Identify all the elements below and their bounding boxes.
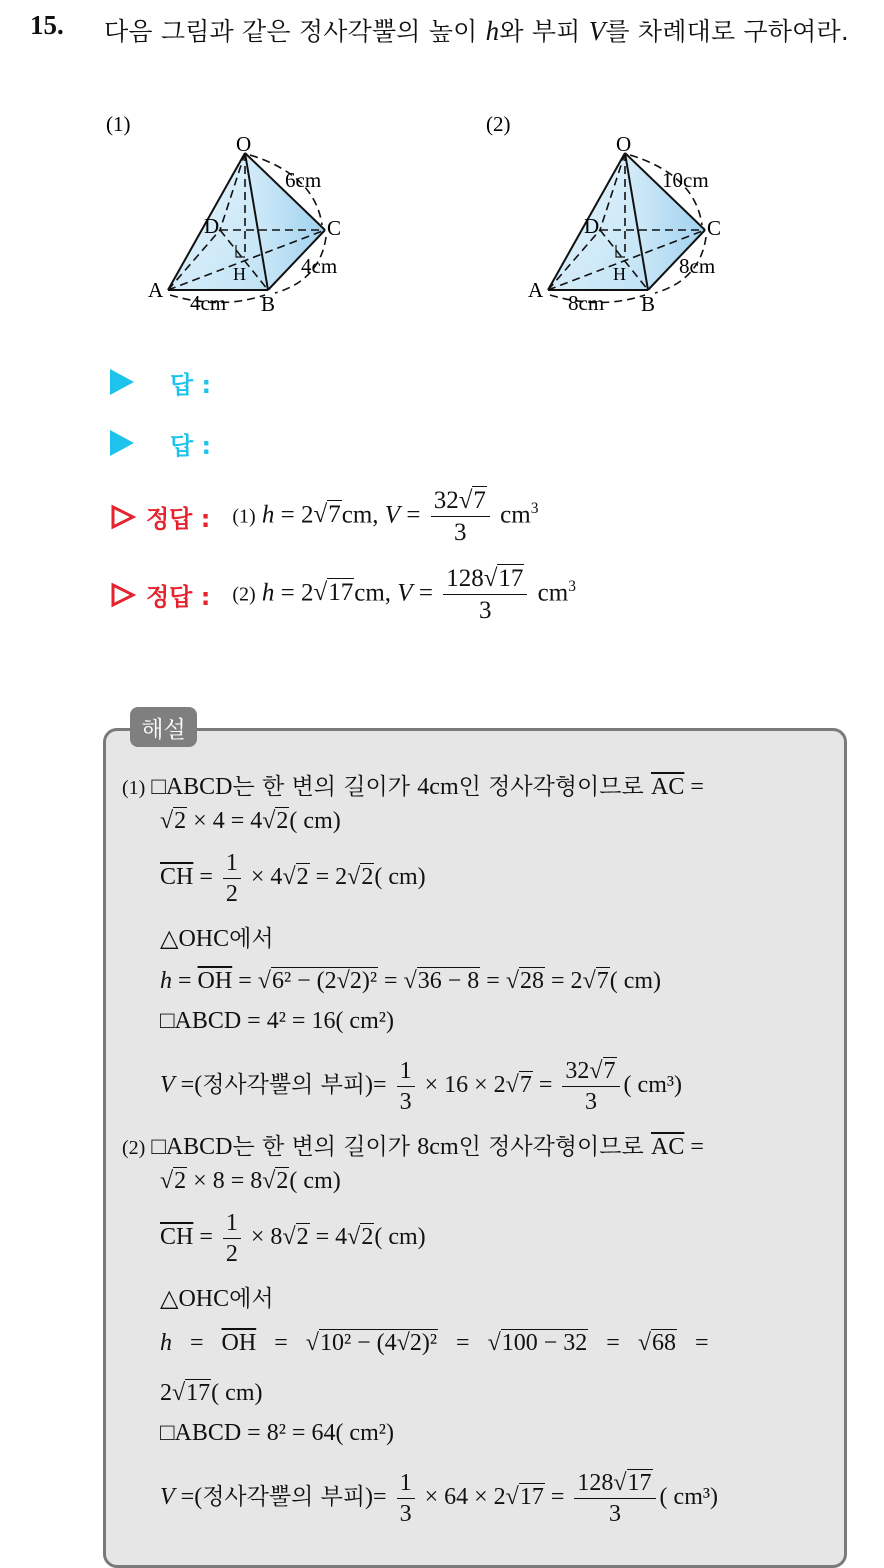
- sol1-line7: V =(정사각뿔의 부피)= $\frac{1}{3}$ × 16 × 2√7 = $\frac{32√7}{3}$ ( cm³): [160, 1058, 683, 1115]
- svg-text:10cm: 10cm: [662, 168, 709, 192]
- triangle-outline-icon: [110, 504, 136, 530]
- explanation-tag: 해설: [130, 707, 197, 747]
- question-text: 다음 그림과 같은 정사각뿔의 높이 h와 부피 V를 차례대로 구하여라.: [104, 16, 849, 46]
- sol2-line4: △OHC에서: [160, 1286, 274, 1312]
- svg-text:4cm: 4cm: [301, 254, 338, 278]
- sol2-line3: $\overline{CH}$ = $\frac{1}{2}$ × 8√2 = 4√2( cm): [160, 1210, 426, 1267]
- sol2-line7: □ABCD = 8² = 64( cm²): [160, 1420, 394, 1446]
- answer-label: 답 :: [170, 370, 212, 399]
- svg-text:8cm: 8cm: [568, 291, 605, 315]
- correct-answer-1: 정답 : (1) h = 2√7cm, V = $\frac{32√7}{3}$ $cm^3$: [110, 485, 538, 549]
- play-arrow-icon: [110, 369, 134, 395]
- svg-text:C: C: [707, 216, 722, 240]
- answer-label: 답 :: [170, 431, 212, 460]
- figure-1-label: (1): [106, 112, 131, 136]
- svg-text:B: B: [641, 292, 656, 316]
- svg-text:D: D: [584, 214, 600, 238]
- question-number: 15.: [30, 10, 64, 40]
- sol2-line6: 2√17( cm): [160, 1380, 263, 1406]
- sol1-line6: □ABCD = 4² = 16( cm²): [160, 1008, 394, 1034]
- svg-text:6cm: 6cm: [285, 168, 322, 192]
- sol2-line8: V =(정사각뿔의 부피)= $\frac{1}{3}$ × 64 × 2√17 = $\frac{128√17}{3}$ ( cm³): [160, 1470, 719, 1527]
- svg-text:H: H: [613, 264, 626, 284]
- triangle-outline-icon: [110, 582, 136, 608]
- svg-text:D: D: [204, 214, 220, 238]
- correct-answer-2: 정답 : (2) h = 2√17cm, V = $\frac{128√17}{3}$ $cm^3$: [110, 563, 576, 627]
- sol1-line4: △OHC에서: [160, 926, 274, 952]
- sol2-line1: (2) □ABCD는 한 변의 길이가 8cm인 정사각형이므로 $\overline{AC}$ =: [122, 1134, 704, 1160]
- svg-text:C: C: [327, 216, 342, 240]
- sol1-line5: $h = \overline{OH} = √6^2 - (2√2)^2 = √36 - 8 = √28 = 2√7$( cm): [160, 968, 662, 994]
- sol2-line2: √2 × 8 = 8√2( cm): [160, 1168, 341, 1194]
- figure-2-label: (2): [486, 112, 511, 136]
- sol1-line3: $\overline{CH}$ = $\frac{1}{2}$ × 4√2 = 2√2( cm): [160, 850, 426, 907]
- svg-text:H: H: [233, 264, 246, 284]
- svg-text:A: A: [528, 278, 544, 302]
- pyramid-figure-2: [480, 105, 750, 320]
- answer-row-1[interactable]: [110, 362, 211, 402]
- svg-text:8cm: 8cm: [679, 254, 716, 278]
- sol1-line2: √2 × 4 = 4√2( cm): [160, 808, 341, 834]
- svg-text:A: A: [148, 278, 164, 302]
- answer-row-2[interactable]: [110, 423, 211, 463]
- svg-text:B: B: [261, 292, 276, 316]
- svg-text:O: O: [236, 132, 252, 156]
- svg-text:4cm: 4cm: [190, 291, 227, 315]
- play-arrow-icon: [110, 430, 134, 456]
- svg-text:O: O: [616, 132, 632, 156]
- pyramid-figure-1: [100, 105, 370, 320]
- sol1-line1: (1) □ABCD는 한 변의 길이가 4cm인 정사각형이므로 $\overline{AC}$ =: [122, 774, 704, 800]
- sol2-line5: $h = \overline{OH} = √10^2 - (4√2)^2 = √100 - 32 = √68$ =: [160, 1330, 709, 1356]
